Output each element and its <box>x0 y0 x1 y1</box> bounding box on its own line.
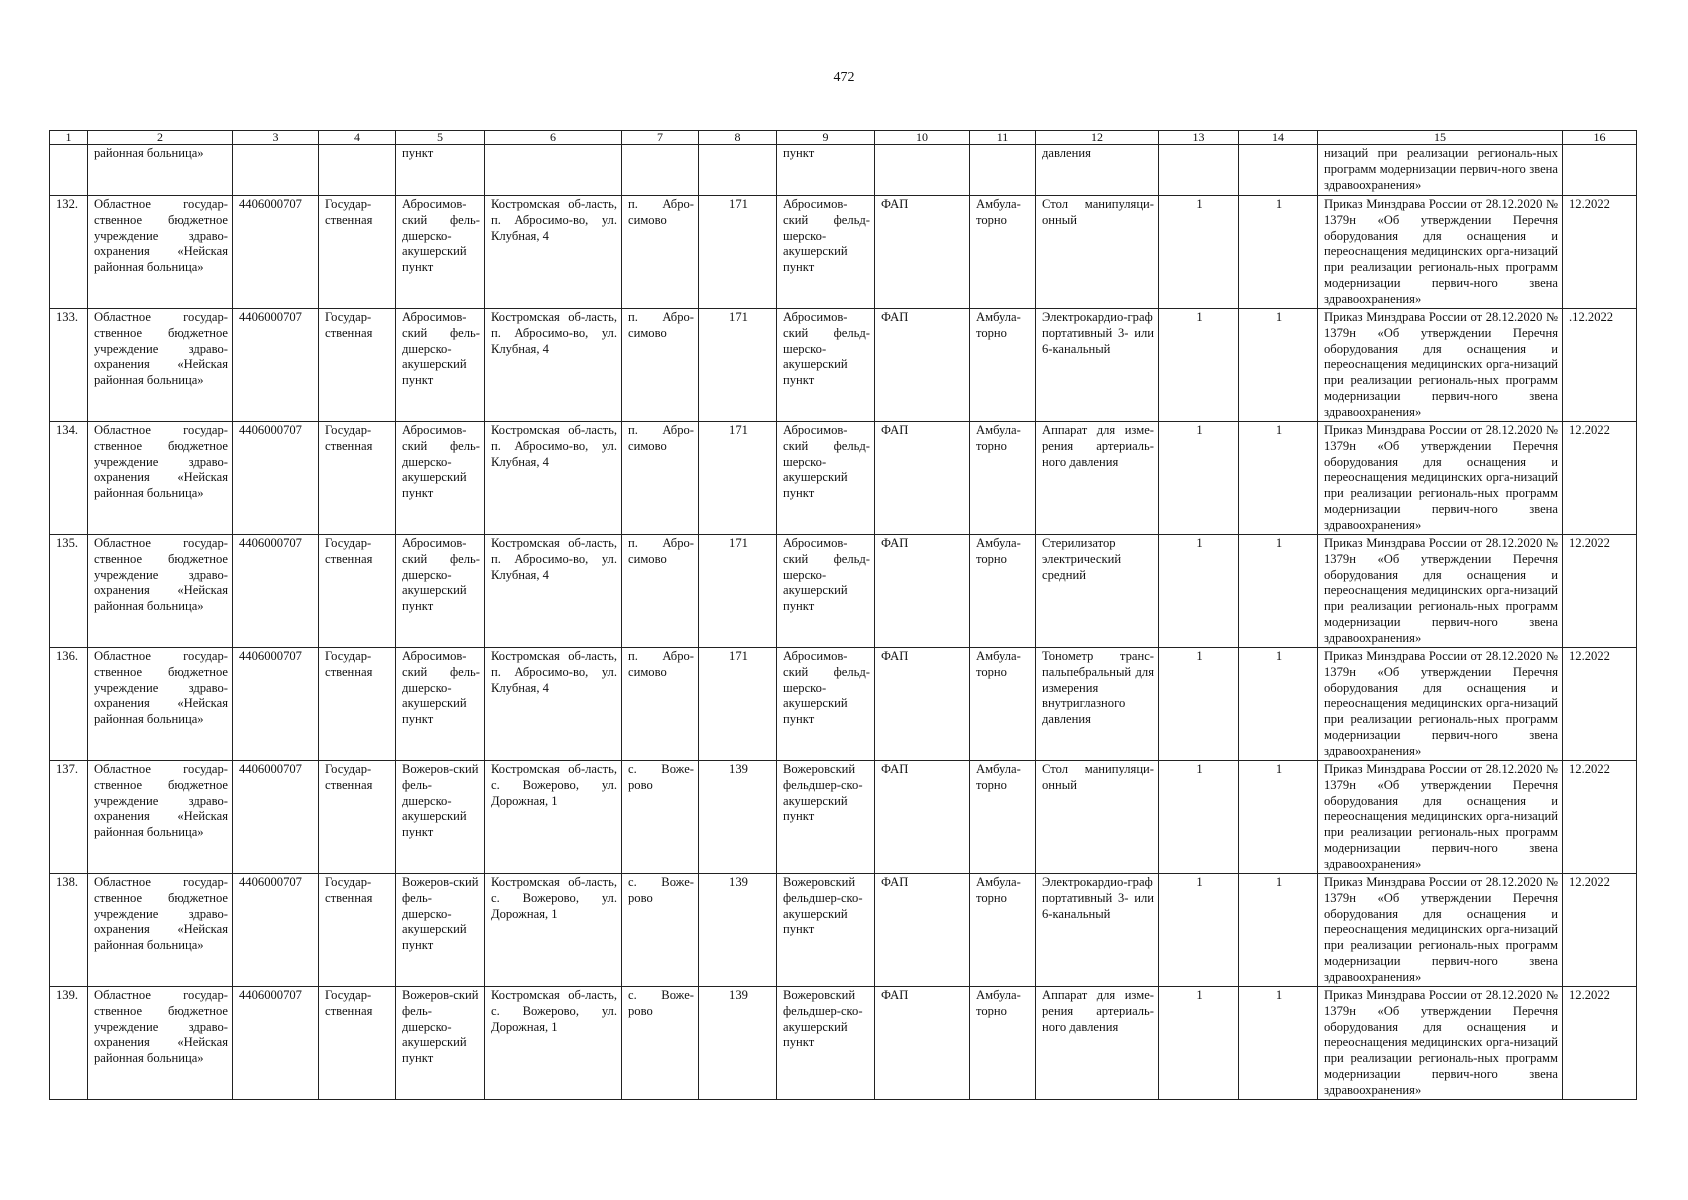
ownership-cell: Государ-ственная <box>319 422 396 535</box>
care-form-cell: Амбула-торно <box>970 648 1036 761</box>
facility-type-cell: ФАП <box>875 648 970 761</box>
facility-name-cell: Абросимов-ский фельд-шерско-акушерский пункт <box>777 422 875 535</box>
ownership-cell: Государ-ственная <box>319 309 396 422</box>
equipment-cell: Аппарат для изме-рения артериаль-ного давления <box>1036 987 1159 1100</box>
population-cell: 171 <box>699 422 777 535</box>
table-row <box>50 874 1637 987</box>
ownership-cell: Государ-ственная <box>319 874 396 987</box>
quantity-cell: 1 <box>1159 761 1239 874</box>
row-number-cell: 137. <box>50 761 88 874</box>
header-cell: 7 <box>622 131 699 145</box>
quantity-cell: 1 <box>1239 196 1318 309</box>
care-form-cell: Амбула-торно <box>970 987 1036 1100</box>
header-cell: 3 <box>233 131 319 145</box>
continuation-cell <box>1563 145 1637 196</box>
population-cell: 171 <box>699 196 777 309</box>
inn-cell: 4406000707 <box>233 535 319 648</box>
facility-name-cell: Вожеровский фельдшер-ско-акушерский пункт <box>777 987 875 1100</box>
address-cell: Костромская об-ласть, с. Вожерово, ул. Дорожная, 1 <box>485 761 622 874</box>
quantity-cell: 1 <box>1159 648 1239 761</box>
facility-type-cell: ФАП <box>875 309 970 422</box>
locality-cell: с. Воже-рово <box>622 874 699 987</box>
locality-cell: с. Воже-рово <box>622 761 699 874</box>
continuation-basis: низаций при реализации региональ-ных программ модернизации первич-ного звена здравоохранения» <box>1318 145 1563 196</box>
organization-cell: Областное государ-ственное бюджетное учреждение здраво-охранения «Нейская районная больница» <box>88 874 233 987</box>
row-number-cell: 135. <box>50 535 88 648</box>
header-cell: 16 <box>1563 131 1637 145</box>
header-cell: 15 <box>1318 131 1563 145</box>
header-cell: 1 <box>50 131 88 145</box>
population-cell: 171 <box>699 535 777 648</box>
facility-cell: Абросимов-ский фель-дшерско-акушерский пункт <box>396 196 485 309</box>
equipment-cell: Аппарат для изме-рения артериаль-ного давления <box>1036 422 1159 535</box>
equipment-cell: Стол манипуляци-онный <box>1036 196 1159 309</box>
basis-cell: Приказ Минздрава России от 28.12.2020 № 1379н «Об утверждении Перечня оборудования для оснащения и переоснащения медицинских орга-низаций при реализации региональ-ных программ модернизации первич-ного звена здравоохранения» <box>1318 761 1563 874</box>
facility-name-cell: Абросимов-ский фельд-шерско-акушерский пункт <box>777 196 875 309</box>
facility-type-cell: ФАП <box>875 196 970 309</box>
header-cell: 4 <box>319 131 396 145</box>
basis-cell: Приказ Минздрава России от 28.12.2020 № 1379н «Об утверждении Перечня оборудования для оснащения и переоснащения медицинских орга-низаций при реализации региональ-ных программ модернизации первич-ного звена здравоохранения» <box>1318 309 1563 422</box>
basis-cell: Приказ Минздрава России от 28.12.2020 № 1379н «Об утверждении Перечня оборудования для оснащения и переоснащения медицинских орга-низаций при реализации региональ-ных программ модернизации первич-ного звена здравоохранения» <box>1318 987 1563 1100</box>
quantity-cell: 1 <box>1159 309 1239 422</box>
quantity-cell: 1 <box>1239 648 1318 761</box>
continuation-cell <box>699 145 777 196</box>
facility-name-cell: Абросимов-ский фельд-шерско-акушерский пункт <box>777 535 875 648</box>
equipment-table <box>49 130 1637 1100</box>
page-number: 472 <box>833 70 855 85</box>
continuation-cell <box>1239 145 1318 196</box>
continuation-cell <box>970 145 1036 196</box>
date-cell: 12.2022 <box>1563 761 1637 874</box>
table-row <box>50 309 1637 422</box>
facility-cell: Вожеров-ский фель-дшерско-акушерский пункт <box>396 987 485 1100</box>
date-cell: 12.2022 <box>1563 874 1637 987</box>
quantity-cell: 1 <box>1159 535 1239 648</box>
row-number-cell: 132. <box>50 196 88 309</box>
row-number-cell: 133. <box>50 309 88 422</box>
continuation-row <box>50 145 1637 196</box>
organization-cell: Областное государ-ственное бюджетное учреждение здраво-охранения «Нейская районная больница» <box>88 535 233 648</box>
date-cell: 12.2022 <box>1563 422 1637 535</box>
quantity-cell: 1 <box>1239 422 1318 535</box>
address-cell: Костромская об-ласть, п. Абросимо-во, ул. Клубная, 4 <box>485 422 622 535</box>
facility-cell: Вожеров-ский фель-дшерско-акушерский пункт <box>396 874 485 987</box>
equipment-cell: Электрокардио-граф портативный 3- или 6-канальный <box>1036 309 1159 422</box>
continuation-cell <box>875 145 970 196</box>
basis-cell: Приказ Минздрава России от 28.12.2020 № 1379н «Об утверждении Перечня оборудования для оснащения и переоснащения медицинских орга-низаций при реализации региональ-ных программ модернизации первич-ного звена здравоохранения» <box>1318 422 1563 535</box>
row-number-cell: 134. <box>50 422 88 535</box>
population-cell: 139 <box>699 761 777 874</box>
locality-cell: п. Абро-симово <box>622 309 699 422</box>
continuation-cell <box>485 145 622 196</box>
ownership-cell: Государ-ственная <box>319 535 396 648</box>
organization-cell: Областное государ-ственное бюджетное учреждение здраво-охранения «Нейская районная больница» <box>88 422 233 535</box>
quantity-cell: 1 <box>1239 535 1318 648</box>
continuation-cell <box>50 145 88 196</box>
table-row <box>50 987 1637 1100</box>
row-number-cell: 136. <box>50 648 88 761</box>
basis-cell: Приказ Минздрава России от 28.12.2020 № 1379н «Об утверждении Перечня оборудования для оснащения и переоснащения медицинских орга-низаций при реализации региональ-ных программ модернизации первич-ного звена здравоохранения» <box>1318 535 1563 648</box>
quantity-cell: 1 <box>1159 987 1239 1100</box>
care-form-cell: Амбула-торно <box>970 535 1036 648</box>
locality-cell: п. Абро-симово <box>622 196 699 309</box>
facility-name-cell: Абросимов-ский фельд-шерско-акушерский пункт <box>777 648 875 761</box>
inn-cell: 4406000707 <box>233 987 319 1100</box>
date-cell: 12.2022 <box>1563 987 1637 1100</box>
continuation-cell <box>1159 145 1239 196</box>
quantity-cell: 1 <box>1159 422 1239 535</box>
address-cell: Костромская об-ласть, с. Вожерово, ул. Дорожная, 1 <box>485 987 622 1100</box>
address-cell: Костромская об-ласть, п. Абросимо-во, ул. Клубная, 4 <box>485 648 622 761</box>
equipment-cell: Электрокардио-граф портативный 3- или 6-канальный <box>1036 874 1159 987</box>
population-cell: 139 <box>699 874 777 987</box>
date-cell: 12.2022 <box>1563 648 1637 761</box>
care-form-cell: Амбула-торно <box>970 874 1036 987</box>
locality-cell: п. Абро-симово <box>622 422 699 535</box>
basis-cell: Приказ Минздрава России от 28.12.2020 № 1379н «Об утверждении Перечня оборудования для оснащения и переоснащения медицинских орга-низаций при реализации региональ-ных программ модернизации первич-ного звена здравоохранения» <box>1318 874 1563 987</box>
equipment-cell: Стол манипуляци-онный <box>1036 761 1159 874</box>
address-cell: Костромская об-ласть, с. Вожерово, ул. Дорожная, 1 <box>485 874 622 987</box>
header-row <box>50 131 1637 145</box>
header-cell: 13 <box>1159 131 1239 145</box>
facility-cell: Абросимов-ский фель-дшерско-акушерский пункт <box>396 648 485 761</box>
facility-cell: Абросимов-ский фель-дшерско-акушерский пункт <box>396 535 485 648</box>
ownership-cell: Государ-ственная <box>319 987 396 1100</box>
continuation-cell <box>319 145 396 196</box>
continuation-cell <box>233 145 319 196</box>
locality-cell: п. Абро-симово <box>622 535 699 648</box>
header-cell: 14 <box>1239 131 1318 145</box>
row-number-cell: 139. <box>50 987 88 1100</box>
header-cell: 8 <box>699 131 777 145</box>
facility-cell: Абросимов-ский фель-дшерско-акушерский пункт <box>396 422 485 535</box>
organization-cell: Областное государ-ственное бюджетное учреждение здраво-охранения «Нейская районная больница» <box>88 987 233 1100</box>
facility-type-cell: ФАП <box>875 987 970 1100</box>
date-cell: .12.2022 <box>1563 309 1637 422</box>
header-cell: 6 <box>485 131 622 145</box>
facility-type-cell: ФАП <box>875 422 970 535</box>
facility-name-cell: Вожеровский фельдшер-ско-акушерский пункт <box>777 874 875 987</box>
address-cell: Костромская об-ласть, п. Абросимо-во, ул. Клубная, 4 <box>485 535 622 648</box>
header-cell: 11 <box>970 131 1036 145</box>
basis-cell: Приказ Минздрава России от 28.12.2020 № 1379н «Об утверждении Перечня оборудования для оснащения и переоснащения медицинских орга-низаций при реализации региональ-ных программ модернизации первич-ного звена здравоохранения» <box>1318 196 1563 309</box>
organization-cell: Областное государ-ственное бюджетное учреждение здраво-охранения «Нейская районная больница» <box>88 761 233 874</box>
locality-cell: с. Воже-рово <box>622 987 699 1100</box>
inn-cell: 4406000707 <box>233 309 319 422</box>
facility-name-cell: Абросимов-ский фельд-шерско-акушерский пункт <box>777 309 875 422</box>
equipment-cell: Тонометр транс-пальпебральный для измерения внутриглазного давления <box>1036 648 1159 761</box>
facility-cell: Абросимов-ский фель-дшерско-акушерский пункт <box>396 309 485 422</box>
ownership-cell: Государ-ственная <box>319 648 396 761</box>
facility-type-cell: ФАП <box>875 535 970 648</box>
date-cell: 12.2022 <box>1563 196 1637 309</box>
care-form-cell: Амбула-торно <box>970 761 1036 874</box>
inn-cell: 4406000707 <box>233 196 319 309</box>
population-cell: 139 <box>699 987 777 1100</box>
header-cell: 12 <box>1036 131 1159 145</box>
population-cell: 171 <box>699 309 777 422</box>
locality-cell: п. Абро-симово <box>622 648 699 761</box>
quantity-cell: 1 <box>1239 987 1318 1100</box>
care-form-cell: Амбула-торно <box>970 196 1036 309</box>
organization-cell: Областное государ-ственное бюджетное учреждение здраво-охранения «Нейская районная больница» <box>88 309 233 422</box>
continuation-equipment: давления <box>1036 145 1159 196</box>
table-row <box>50 196 1637 309</box>
facility-cell: Вожеров-ский фель-дшерско-акушерский пункт <box>396 761 485 874</box>
header-cell: 2 <box>88 131 233 145</box>
organization-cell: Областное государ-ственное бюджетное учреждение здраво-охранения «Нейская районная больница» <box>88 648 233 761</box>
facility-type-cell: ФАП <box>875 761 970 874</box>
care-form-cell: Амбула-торно <box>970 309 1036 422</box>
quantity-cell: 1 <box>1159 196 1239 309</box>
care-form-cell: Амбула-торно <box>970 422 1036 535</box>
quantity-cell: 1 <box>1159 874 1239 987</box>
address-cell: Костромская об-ласть, п. Абросимо-во, ул. Клубная, 4 <box>485 196 622 309</box>
table-row <box>50 535 1637 648</box>
ownership-cell: Государ-ственная <box>319 761 396 874</box>
header-cell: 5 <box>396 131 485 145</box>
header-cell: 9 <box>777 131 875 145</box>
address-cell: Костромская об-ласть, п. Абросимо-во, ул. Клубная, 4 <box>485 309 622 422</box>
quantity-cell: 1 <box>1239 761 1318 874</box>
ownership-cell: Государ-ственная <box>319 196 396 309</box>
inn-cell: 4406000707 <box>233 648 319 761</box>
continuation-cell <box>622 145 699 196</box>
quantity-cell: 1 <box>1239 309 1318 422</box>
facility-name-cell: Вожеровский фельдшер-ско-акушерский пункт <box>777 761 875 874</box>
quantity-cell: 1 <box>1239 874 1318 987</box>
inn-cell: 4406000707 <box>233 422 319 535</box>
table-row <box>50 422 1637 535</box>
row-number-cell: 138. <box>50 874 88 987</box>
facility-type-cell: ФАП <box>875 874 970 987</box>
continuation-org: районная больница» <box>88 145 233 196</box>
equipment-cell: Стерилизатор электрический средний <box>1036 535 1159 648</box>
inn-cell: 4406000707 <box>233 874 319 987</box>
population-cell: 171 <box>699 648 777 761</box>
header-cell: 10 <box>875 131 970 145</box>
table-row <box>50 761 1637 874</box>
organization-cell: Областное государ-ственное бюджетное учреждение здраво-охранения «Нейская районная больница» <box>88 196 233 309</box>
inn-cell: 4406000707 <box>233 761 319 874</box>
basis-cell: Приказ Минздрава России от 28.12.2020 № 1379н «Об утверждении Перечня оборудования для оснащения и переоснащения медицинских орга-низаций при реализации региональ-ных программ модернизации первич-ного звена здравоохранения» <box>1318 648 1563 761</box>
table-row <box>50 648 1637 761</box>
continuation-unit: пункт <box>396 145 485 196</box>
continuation-unit2: пункт <box>777 145 875 196</box>
date-cell: 12.2022 <box>1563 535 1637 648</box>
